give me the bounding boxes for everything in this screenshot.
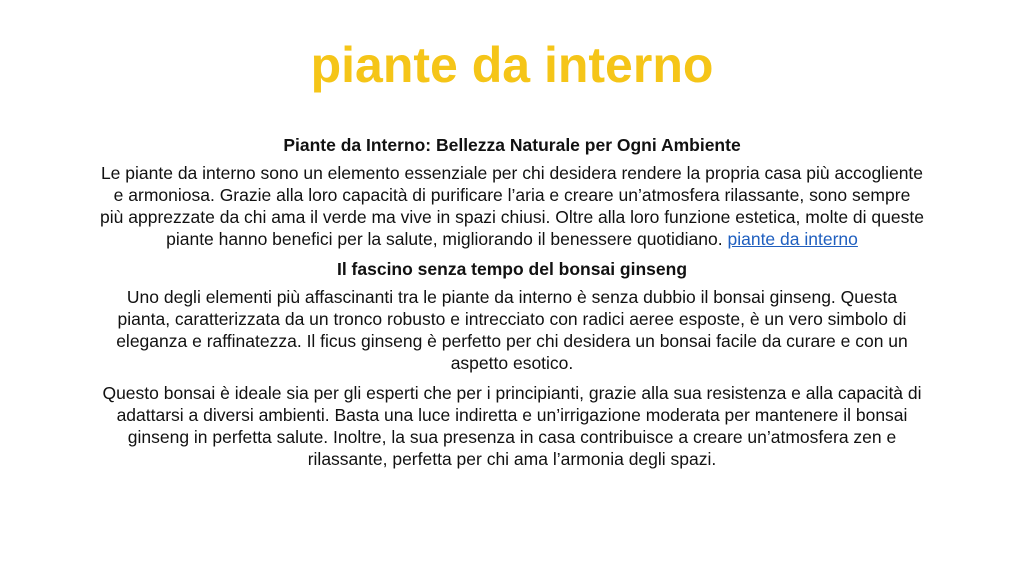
bonsai-paragraph-1: Uno degli elementi più affascinanti tra le piante da interno è senza dubbio il bonsai ginseng. Questa pianta, caratterizzata da un tronco robusto e intrecciato con radici aeree esposte, è un vero simbolo di eleganza e raffinatezza. Il ficus ginseng è perfetto per chi desidera un bonsai facile da curare e con un aspetto esotico. — [116, 287, 908, 373]
intro-paragraph-text: Le piante da interno sono un elemento essenziale per chi desidera rendere la propria casa più accogliente e armoniosa. Grazie alla loro capacità di purificare l’aria e creare un’atmosfera rilassante, sono sempre più apprezzate da chi ama il verde ma vive in spazi chiusi. Oltre alla loro funzione estetica, molte di queste piante hanno benefici per la salute, migliorando il benessere quotidiano. — [100, 163, 924, 249]
section-heading-bonsai: Il fascino senza tempo del bonsai ginseng — [336, 259, 688, 279]
slide-body — [100, 134, 924, 478]
piante-da-interno-link[interactable]: piante da interno — [727, 229, 858, 249]
slide-title: piante da interno — [310, 37, 714, 93]
bonsai-paragraph-2: Questo bonsai è ideale sia per gli esperti che per i principianti, grazie alla sua resistenza e alla capacità di adattarsi a diversi ambienti. Basta una luce indiretta e un’irrigazione moderata per mantenere il bonsai ginseng in perfetta salute. Inoltre, la sua presenza in casa contribuisce a creare un’atmosfera zen e rilassante, perfetta per chi ama l’armonia degli spazi. — [102, 383, 922, 469]
intro-paragraph — [100, 162, 924, 250]
section-heading-intro: Piante da Interno: Bellezza Naturale per Ogni Ambiente — [283, 135, 741, 155]
